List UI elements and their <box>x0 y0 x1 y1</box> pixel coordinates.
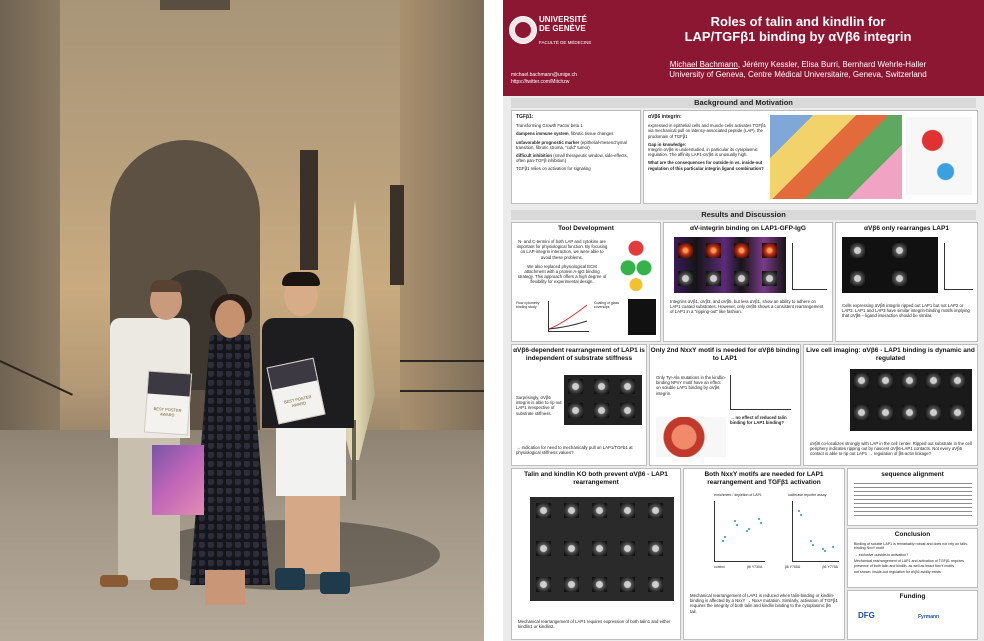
railing <box>400 390 484 392</box>
person-right-shorts <box>276 426 346 496</box>
person-left-hair <box>150 280 182 292</box>
scientific-poster <box>503 0 984 641</box>
university-seal-icon <box>509 16 537 44</box>
certificate-label: BEST POSTER AWARD <box>153 406 182 418</box>
timelapse-images <box>850 369 972 431</box>
rearrangement-plot <box>944 243 973 290</box>
av6-only-box: αVβ6 only rearranges LAP1 Cells expressing αVβ6 integrin ripped out LAP1 but not LAP2 or LAP3. LAP1 and LAP3 have similar integrin-binding motifs implying that αVβ6 – ligand interaction should be similar. <box>835 222 978 342</box>
umbrella-pole <box>352 420 356 500</box>
affiliation: University of Geneva, Centre Médical Universitaire, Geneva, Switzerland <box>669 70 927 79</box>
stiffness-microscopy <box>564 375 642 425</box>
integrin-box: αVβ6 integrin: expressed in epithelial cells and muscle cells activates TGFβ1 via mechanical pull on latency-associated peptide (LAP), the prodomain of TGFβ1 Gap in knowledge: Integrin αVβ6 is understudied, in particular its cytoplasmic regulation. The affinity LAP1-αVβ6 is unusually high. What are the consequences for outside-in vs. inside-out regulation of this particular integrin ligand combination? <box>643 110 978 204</box>
person-middle-head <box>215 300 245 338</box>
tool-development-box: Tool Development N- and C-termini of both LAP and cytokine are important for physiological function. By focusing on LAP-integrin interaction, we were able to avoid these problems. We also replaced physiological ECM attachment with a protein A-IgG binding strategy. This approach offers a high degree of flexibility for experimental design. Flow cytometry binding study Coating of glass coverslips <box>511 222 661 342</box>
poster-title: Roles of talin and kindlin for LAP/TGFβ1 binding by αVβ6 integrin <box>684 14 912 44</box>
flow-cytometry-plot <box>548 301 589 332</box>
person-middle-legs <box>205 570 245 605</box>
wall-window <box>160 0 230 10</box>
tgfb-heading: TGFβ1: <box>516 114 534 120</box>
microscopy-grid <box>842 237 938 293</box>
sequence-lines <box>854 483 972 519</box>
faculty-name: FACULTÉ DE MÉDECINE <box>539 40 592 45</box>
knockout-box: Talin and kindlin KO both prevent αVβ6 - LAP1 rearrangement Mechanical rearrangement of LAP1 requires expression of both talin1 and either kindlin1 or kindlin2. <box>511 468 681 640</box>
both-nxxy-box: Both NxxY motifs are needed for LAP1 rearrangement and TGFβ1 activation enrichment / depletion of LAP1 luciferase reporter assay control β6 Y730A β6 Y765A β6 Y775A Mechanical rearrangement of LAP1 is reduced when talin-binding or kindlin-binding is affected by a NxxY → NxxA mutation. Similarly, activation of TGFβ1 requires the integrity of both talin and kindlin binding to the cytoplasmic β6 tail. <box>683 468 845 640</box>
knockout-microscopy-grid <box>530 497 674 601</box>
nxxy-box: Only 2nd NxxY motif is needed for αVβ6 binding to LAP1 Only Tyr-Ala mutations in the kindlin-binding NPxY motif have an effect on soluble LAP1 binding by αVβ6 integrin. → no effect of reduced talin binding for LAP1 binding? <box>649 344 801 466</box>
person-right-hair <box>282 272 320 286</box>
person-right-legs <box>285 494 340 574</box>
flow-plot <box>656 417 726 457</box>
section-heading: Results and Discussion <box>511 210 976 220</box>
contact-info <box>511 72 621 85</box>
integrin-schematic <box>906 117 972 195</box>
stone-wall-right <box>400 0 484 430</box>
coating-image <box>628 299 656 335</box>
luciferase-plot <box>792 501 839 562</box>
poster-authors <box>621 60 975 80</box>
dfg-logo: DFG <box>858 611 875 620</box>
contact-email: michael.bachmann@unige.ch <box>511 72 577 78</box>
university-name: UNIVERSITÉ DE GENÈVE <box>539 15 588 33</box>
other-authors: , Jérémy Kessler, Elisa Burri, Bernhard Wehrle-Haller <box>737 60 927 69</box>
shoe <box>100 575 128 587</box>
section-heading: Background and Motivation <box>511 98 976 108</box>
sponsor-logo: Fyrmann <box>918 614 940 620</box>
wall-window <box>300 150 318 270</box>
soluble-lap1-binding-plot <box>730 375 791 410</box>
conclusion-box: Conclusion Binding of soluble LAP1 is remarkably robust and does not rely on talin-binding NxxY motif → exclusive outside-in activation? Mechanical rearrangement of LAP1 and activation of TGFβ1 requires presence of both talin and kindlin, as well as intact NxxY motifs not shown: inside-out regulation for αVβ6 avidity exists <box>847 528 978 588</box>
poster-header <box>503 0 984 96</box>
first-author: Michael Bachmann <box>669 60 738 69</box>
railing <box>400 360 484 362</box>
gift-bag <box>152 445 204 515</box>
av-binding-box: αV-integrin binding on LAP1-GFP-IgG Integrins αVβ1, αVβ3, and αVβ5, but less αVβ1, show an ability to adhere on LAP1 coated substrates. However, only αVβ6 shows a consistent rearrangement of LAP1 in a "ripping-out" like fashion. <box>663 222 833 342</box>
sneaker <box>275 568 305 590</box>
enrichment-plot <box>714 501 765 562</box>
funding-box: Funding DFG Fyrmann <box>847 590 978 640</box>
x-axis-labels: control β6 Y730A β6 Y765A β6 Y775A <box>714 565 838 569</box>
contact-twitter: https://twitter.com/Mitchzw <box>511 78 570 85</box>
event-photo <box>0 0 484 641</box>
sneaker <box>320 572 350 594</box>
comic-illustration <box>770 115 902 199</box>
award-certificate <box>144 371 192 436</box>
protein-construct-diagram <box>616 237 656 293</box>
sequence-alignment-box: sequence alignment <box>847 468 978 526</box>
stiffness-box: αVβ6-dependent rearrangement of LAP1 is independent of substrate stiffness Surprisingly, αVβ6 integrin is able to rip out LAP1 irrespective of substrate stiffness. → Indication for need to mechanically pull on LAP1/TGFb1 at physiological stiffness values? <box>511 344 647 466</box>
certificate-label: BEST POSTER AWARD <box>283 393 312 409</box>
wall-window <box>390 185 404 285</box>
microscopy-grid <box>674 237 786 293</box>
live-imaging-box: Live cell imaging: αVβ6 - LAP1 binding is dynamic and regulated αVβ6 co-localizes strongly with LAP in the cell center. Ripped out substrate in the cell periphery indicates ripping out by nascent αVβ6-LAP1 contacts. Not every αVβ6 contact is able to rip out LAP1 → regulation of β6-actin linkage? <box>803 344 978 466</box>
tgfb-box: TGFβ1: Transforming Growth Factor beta 1 dampens immune system, fibrotic tissue changes unfavorable prognostic marker (epithelial-mesenchymal transition, fibrotic stroma, "cold" tumor) difficult inhibition (small therapeutic window, side-effects, often pan-TGFβ inhibition) TGFβ1 relies on activation for signaling <box>511 110 641 204</box>
shoe <box>150 578 178 590</box>
binding-quantification-plot <box>792 243 827 290</box>
